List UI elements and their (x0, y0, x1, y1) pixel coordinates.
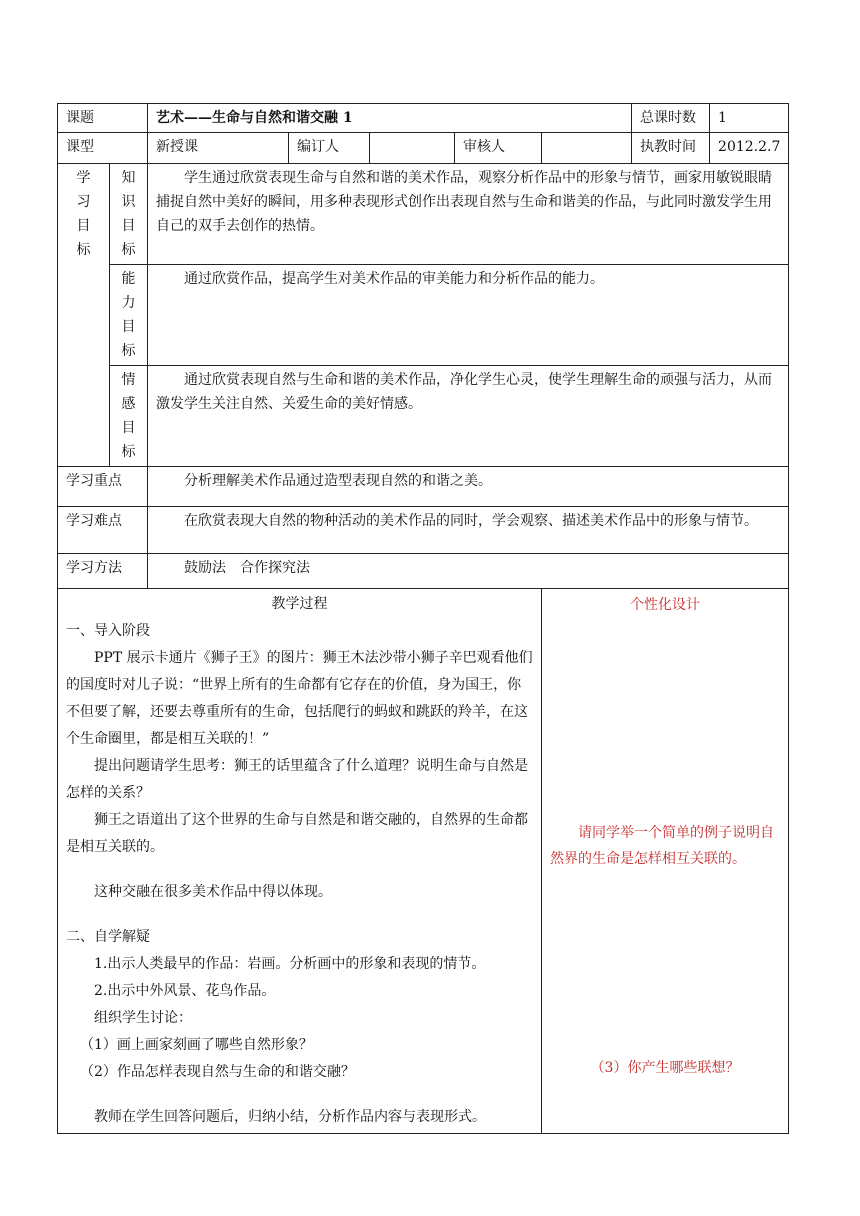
personalized-design-cell (542, 589, 789, 1134)
editor-value (370, 133, 455, 164)
ability-goal-label: 能 力 目 标 (110, 265, 148, 366)
section-2-item-2: 2.出示中外风景、花鸟作品。 (94, 983, 276, 999)
total-hours-label: 总课时数 (632, 104, 710, 133)
section-2-summary: 教师在学生回答问题后，归纳小结，分析作品内容与表现形式。 (94, 1109, 486, 1125)
method-text: 鼓励法 合作探究法 (148, 554, 789, 589)
difficulty-row (58, 507, 789, 554)
section-2-item-3: 组织学生讨论： (94, 1010, 192, 1026)
section-2-heading: 二、自学解疑 (66, 929, 150, 945)
section-2-item-1: 1.出示人类最早的作品：岩画。分析画中的形象和表现的情节。 (94, 956, 486, 972)
difficulty-label: 学习难点 (58, 507, 148, 554)
section-1-paragraph-1: PPT 展示卡通片《狮子王》的图片：狮王木法沙带小狮子辛巴观看他们的国度时对儿子说：“世界上所有的生命都有它存在的价值，身为国王，你不但要了解，还要去尊重所有的生命，包括爬行的蚂蚁和跳跃的羚羊，在这个生命圈里，都是相互关联的！” (66, 650, 533, 747)
topic-label: 课题 (58, 104, 148, 133)
personalized-note-2: （3）你产生哪些联想？ (590, 1060, 740, 1076)
ability-goal-text: 通过欣赏作品，提高学生对美术作品的审美能力和分析作品的能力。 (148, 265, 789, 366)
type-label: 课型 (58, 133, 148, 164)
section-2-question-1: （1）画上画家刻画了哪些自然形象？ (80, 1037, 313, 1053)
knowledge-goal-text: 学生通过欣赏表现生命与自然和谐的美术作品，观察分析作品中的形象与情节，画家用敏锐眼睛捕捉自然中美好的瞬间，用多种表现形式创作出表现自然与生命和谐美的作品，与此同时激发学生用自己的双手去创作的热情。 (148, 164, 789, 265)
emotion-goal-label: 情 感 目 标 (110, 366, 148, 467)
knowledge-goal-label: 知 识 目 标 (110, 164, 148, 265)
total-hours-value: 1 (710, 104, 789, 133)
section-1-paragraph-3: 狮王之语道出了这个世界的生命与自然是和谐交融的，自然界的生命都是相互关联的。 (66, 812, 528, 855)
section-1-heading: 一、导入阶段 (66, 623, 150, 639)
difficulty-text: 在欣赏表现大自然的物种活动的美术作品的同时，学会观察、描述美术作品中的形象与情节。 (148, 507, 789, 554)
learning-goals-label: 学 习 目 标 (58, 164, 110, 467)
teaching-process-cell (58, 589, 542, 1134)
personalized-note-1: 请同学举一个简单的例子说明自然界的生命是怎样相互关联的。 (550, 825, 774, 867)
section-1-paragraph-4: 这种交融在很多美术作品中得以体现。 (94, 884, 332, 900)
editor-label: 编订人 (289, 133, 370, 164)
key-point-row (58, 467, 789, 507)
emotion-goal-text: 通过欣赏表现自然与生命和谐的美术作品，净化学生心灵，使学生理解生命的顽强与活力，从而激发学生关注自然、关爱生命的美好情感。 (148, 366, 789, 467)
topic-value: 艺术——生命与自然和谐交融 1 (148, 104, 632, 133)
section-1-paragraph-2: 提出问题请学生思考：狮王的话里蕴含了什么道理？说明生命与自然是怎样的关系？ (66, 758, 528, 801)
type-row (58, 133, 789, 164)
process-title: 教学过程 (271, 596, 328, 612)
type-value: 新授课 (148, 133, 289, 164)
knowledge-goal-row (58, 164, 789, 265)
date-label: 执教时间 (632, 133, 710, 164)
section-2-question-2: （2）作品怎样表现自然与生命的和谐交融？ (80, 1064, 355, 1080)
method-label: 学习方法 (58, 554, 148, 589)
key-point-label: 学习重点 (58, 467, 148, 507)
personalized-design-title: 个性化设计 (630, 597, 701, 613)
method-row (58, 554, 789, 589)
reviewer-value (542, 133, 632, 164)
date-value: 2012.2.7 (710, 133, 789, 164)
reviewer-label: 审核人 (455, 133, 542, 164)
key-point-text: 分析理解美术作品通过造型表现自然的和谐之美。 (148, 467, 789, 507)
topic-row (58, 104, 789, 133)
lesson-plan-table (57, 103, 789, 1134)
ability-goal-row (58, 265, 789, 366)
emotion-goal-row (58, 366, 789, 467)
process-row (58, 589, 789, 1134)
